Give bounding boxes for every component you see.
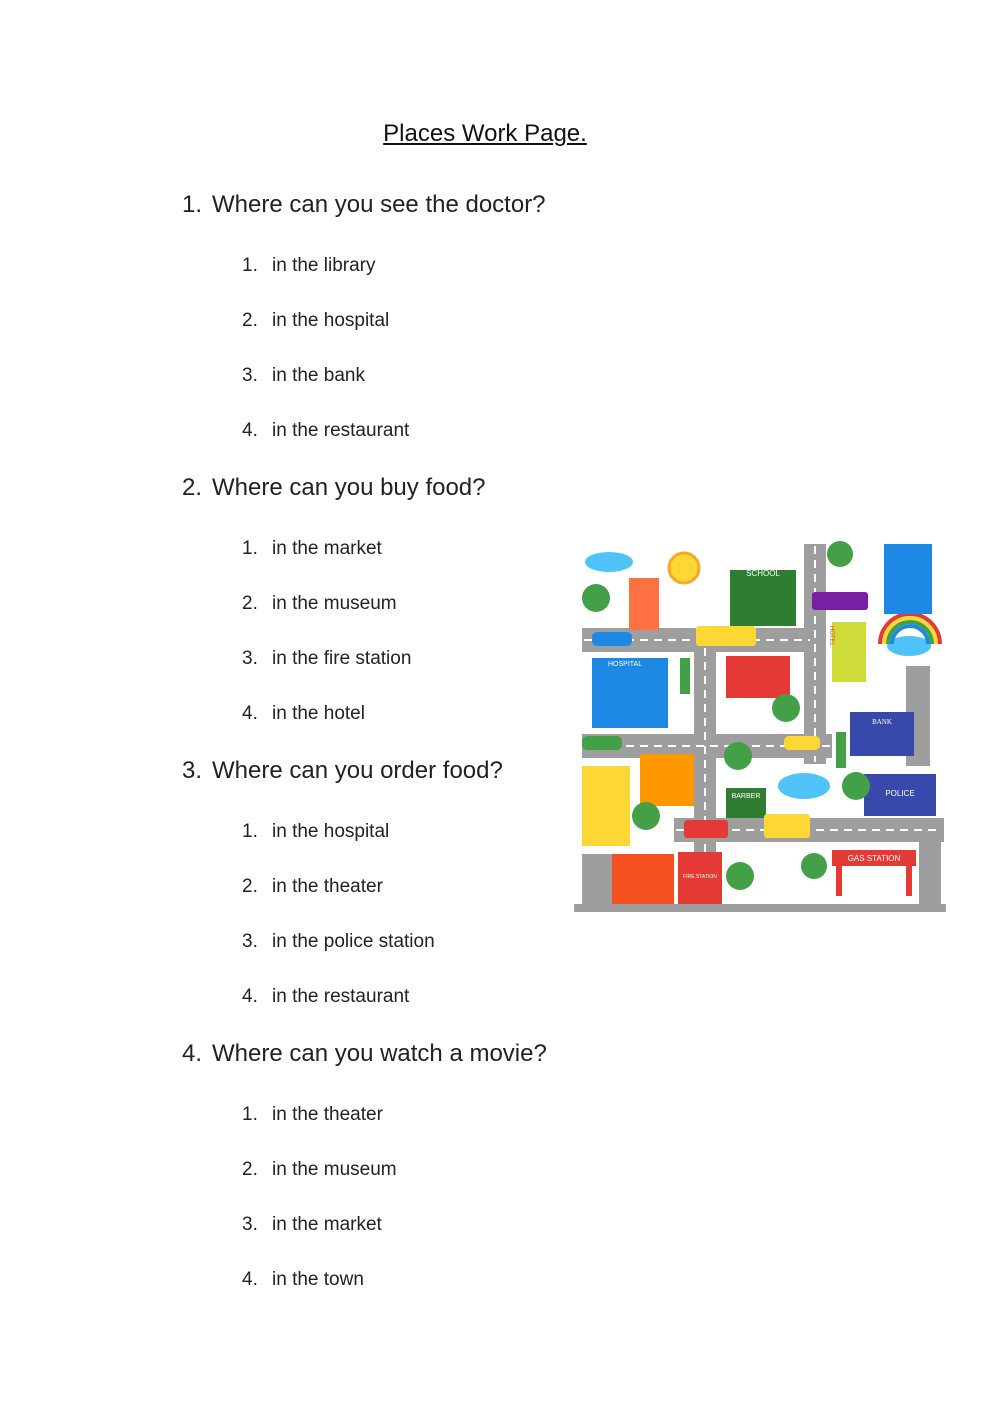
option[interactable] xyxy=(242,703,365,725)
tree-icon xyxy=(772,694,800,722)
city-map-illustration xyxy=(574,536,946,912)
option-number: 1. xyxy=(242,538,258,559)
barber-label: BARBER xyxy=(731,793,761,800)
option[interactable] xyxy=(242,420,409,442)
option[interactable] xyxy=(242,931,435,953)
option-number: 2. xyxy=(242,593,258,614)
option-number: 1. xyxy=(242,255,258,276)
option-number: 4. xyxy=(242,1269,258,1290)
gas-station-label: GAS STATION xyxy=(847,854,901,863)
truck-icon xyxy=(764,814,810,838)
question-3 xyxy=(182,757,503,785)
option-text: in the restaurant xyxy=(272,420,410,441)
fire-station-label: FIRE STATION xyxy=(683,874,717,880)
option-text: in the hotel xyxy=(272,703,365,724)
page-title: Places Work Page. xyxy=(383,120,587,147)
tree-icon xyxy=(724,742,752,770)
question-text: Where can you buy food? xyxy=(212,474,486,501)
option[interactable] xyxy=(242,538,382,560)
tree-icon xyxy=(726,862,754,890)
tree-icon xyxy=(801,853,827,879)
building-icon xyxy=(629,578,659,630)
building-icon xyxy=(582,766,630,846)
bank-label: BANK xyxy=(872,718,892,726)
option-text: in the police station xyxy=(272,931,435,952)
option-number: 2. xyxy=(242,876,258,897)
hotel-building xyxy=(832,622,866,682)
option-number: 2. xyxy=(242,310,258,331)
question-number: 3. xyxy=(182,757,203,784)
option[interactable] xyxy=(242,986,409,1008)
question-4 xyxy=(182,1040,547,1068)
building-icon xyxy=(726,656,790,698)
option[interactable] xyxy=(242,255,376,277)
fire-truck-icon xyxy=(684,820,728,838)
option-number: 4. xyxy=(242,986,258,1007)
option-text: in the theater xyxy=(272,1104,383,1125)
school-label: SCHOOL xyxy=(746,569,780,578)
option-number: 3. xyxy=(242,931,258,952)
option-text: in the fire station xyxy=(272,648,412,669)
option[interactable] xyxy=(242,1214,382,1236)
option-number: 2. xyxy=(242,1159,258,1180)
tree-icon xyxy=(842,772,870,800)
option-number: 1. xyxy=(242,1104,258,1125)
sun-icon xyxy=(669,553,699,583)
option-text: in the hospital xyxy=(272,821,390,842)
option[interactable] xyxy=(242,1104,383,1126)
factory-building xyxy=(612,854,674,904)
traffic-light-icon xyxy=(836,732,846,768)
question-number: 4. xyxy=(182,1040,203,1067)
option-number: 3. xyxy=(242,365,258,386)
option-number: 3. xyxy=(242,1214,258,1235)
option-text: in the hospital xyxy=(272,310,390,331)
option[interactable] xyxy=(242,310,389,332)
tree-icon xyxy=(632,802,660,830)
option[interactable] xyxy=(242,365,365,387)
bus-icon xyxy=(812,592,868,610)
option-text: in the museum xyxy=(272,1159,397,1180)
cloud-icon xyxy=(778,773,830,799)
option[interactable] xyxy=(242,821,389,843)
hospital-label: HOSPITAL xyxy=(608,661,643,668)
tree-icon xyxy=(582,584,610,612)
question-text: Where can you see the doctor? xyxy=(212,191,546,218)
option[interactable] xyxy=(242,876,383,898)
option-text: in the market xyxy=(272,538,382,559)
question-1 xyxy=(182,191,546,219)
question-number: 2. xyxy=(182,474,203,501)
car-icon xyxy=(582,736,622,750)
bus-icon xyxy=(696,626,756,646)
option-text: in the market xyxy=(272,1214,382,1235)
hospital-building xyxy=(592,658,668,728)
hotel-label: HOTEL xyxy=(828,626,834,647)
option[interactable] xyxy=(242,648,411,670)
question-text: Where can you watch a movie? xyxy=(212,1040,547,1067)
question-number: 1. xyxy=(182,191,203,218)
building-icon xyxy=(884,544,932,614)
police-label: POLICE xyxy=(885,789,915,798)
option-number: 4. xyxy=(242,703,258,724)
traffic-light-icon xyxy=(680,658,690,694)
car-icon xyxy=(592,632,632,646)
option-text: in the museum xyxy=(272,593,397,614)
building-icon xyxy=(640,754,694,806)
option-number: 1. xyxy=(242,821,258,842)
option-text: in the restaurant xyxy=(272,986,410,1007)
option[interactable] xyxy=(242,1269,364,1291)
option[interactable] xyxy=(242,1159,397,1181)
option-text: in the theater xyxy=(272,876,383,897)
tree-icon xyxy=(827,541,853,567)
question-2 xyxy=(182,474,486,502)
taxi-icon xyxy=(784,736,820,750)
question-text: Where can you order food? xyxy=(212,757,503,784)
option-number: 4. xyxy=(242,420,258,441)
option-text: in the town xyxy=(272,1269,364,1290)
option-text: in the library xyxy=(272,255,376,276)
cloud-icon xyxy=(585,552,633,572)
option-text: in the bank xyxy=(272,365,365,386)
option[interactable] xyxy=(242,593,397,615)
option-number: 3. xyxy=(242,648,258,669)
school-building xyxy=(730,570,796,626)
